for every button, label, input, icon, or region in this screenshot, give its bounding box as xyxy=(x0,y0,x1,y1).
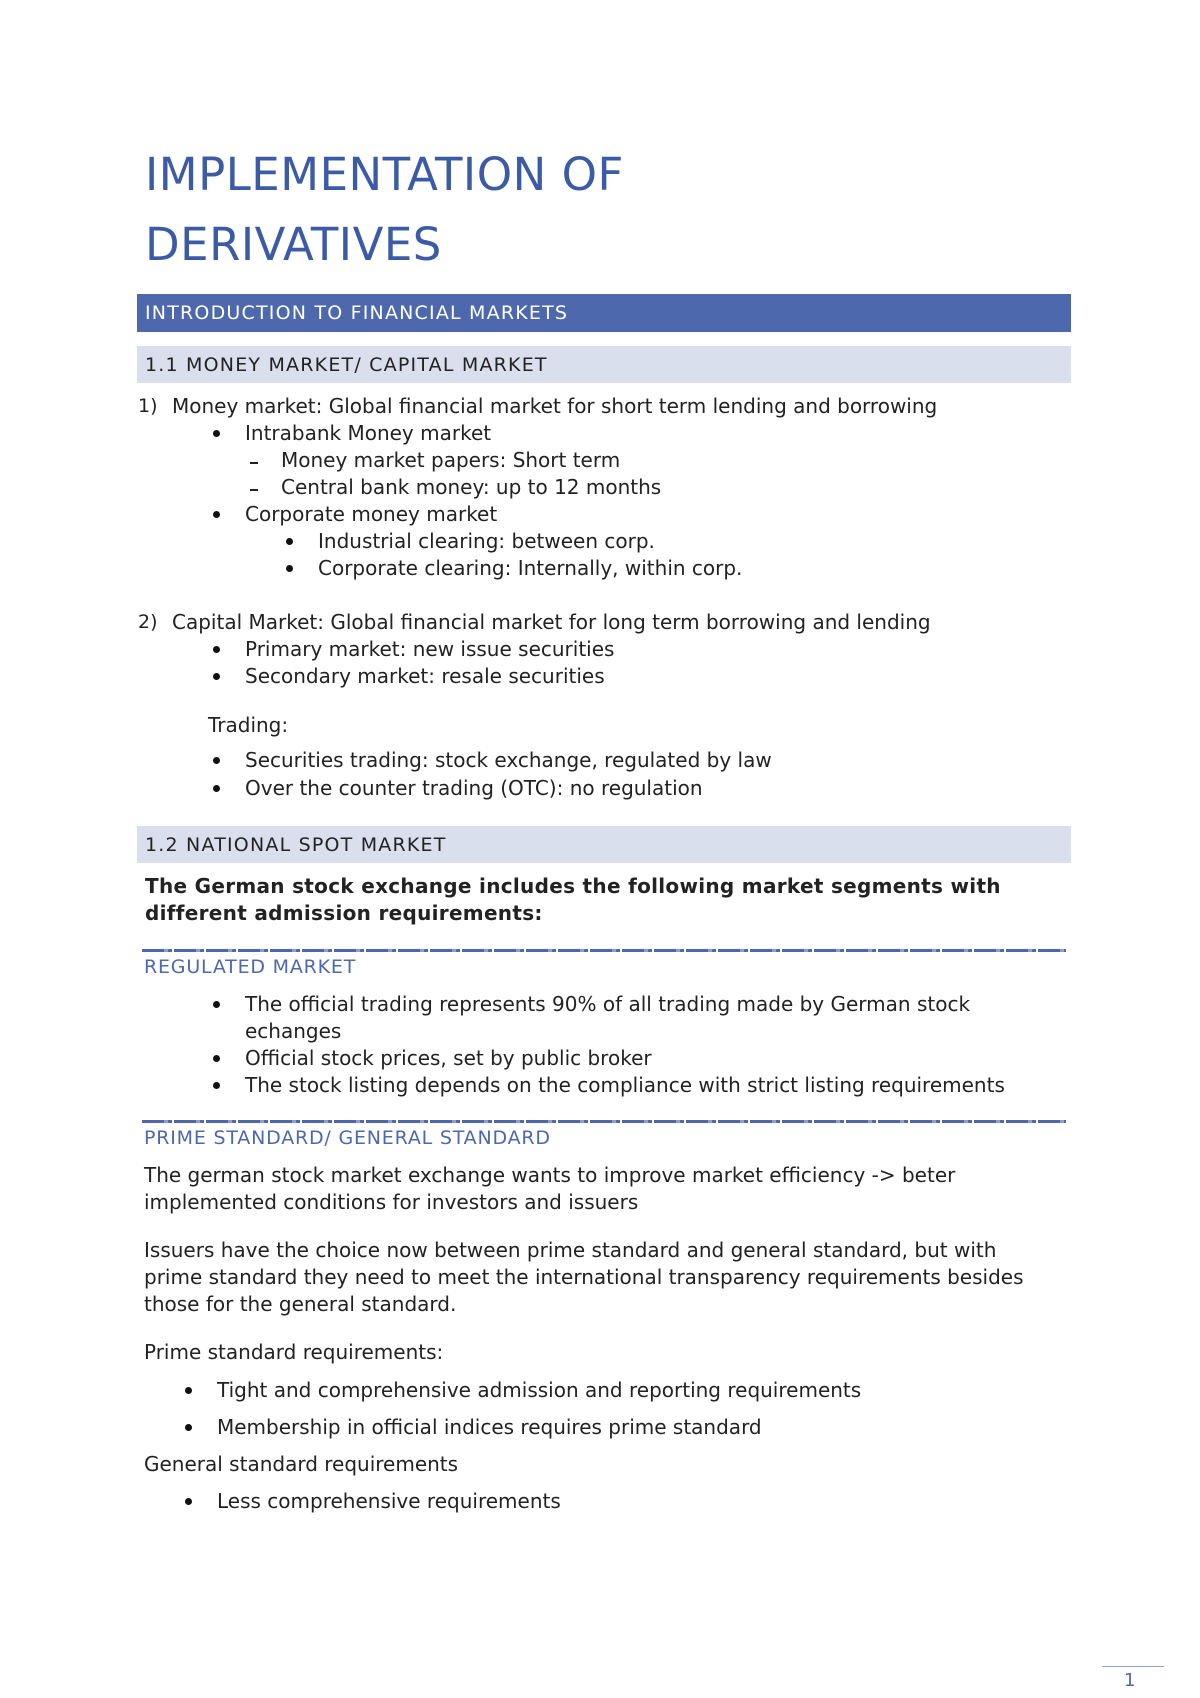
divider xyxy=(142,1120,1066,1123)
bullet-icon xyxy=(213,646,220,653)
bullet-icon xyxy=(213,1001,220,1008)
prime-paragraph-2-line-1: Issuers have the choice now between prime standard and general standard, but with xyxy=(144,1238,997,1262)
list-item-secondary-market: Secondary market: resale securities xyxy=(245,664,605,688)
list-item-central-bank-money: Central bank money: up to 12 months xyxy=(281,475,662,499)
general-requirements-label: General standard requirements xyxy=(144,1452,459,1476)
bullet-icon xyxy=(213,1082,220,1089)
title-line-2: DERIVATIVES xyxy=(145,218,442,271)
bullet-icon xyxy=(213,757,220,764)
bullet-icon xyxy=(213,673,220,680)
bullet-icon xyxy=(213,511,220,518)
bullet-icon xyxy=(286,565,293,572)
prime-requirement-2: Membership in official indices requires prime standard xyxy=(217,1415,762,1439)
title-line-1: IMPLEMENTATION OF xyxy=(145,148,624,201)
prime-requirements-label: Prime standard requirements: xyxy=(144,1340,444,1364)
list-item-capital-market: Capital Market: Global financial market for long term borrowing and lending xyxy=(172,610,931,634)
list-item-securities-trading: Securities trading: stock exchange, regulated by law xyxy=(245,748,772,772)
list-item-corporate-money-market: Corporate money market xyxy=(245,502,498,526)
bullet-icon xyxy=(185,1424,192,1431)
bullet-icon xyxy=(213,430,220,437)
list-item-money-market: Money market: Global financial market for short term lending and borrowing xyxy=(172,394,938,418)
list-item-corporate-clearing: Corporate clearing: Internally, within corp. xyxy=(318,556,743,580)
document-title xyxy=(145,140,1045,280)
regulated-bullet-1-line-1: The official trading represents 90% of all trading made by German stock xyxy=(245,992,971,1016)
intro-bold-line-1: The German stock exchange includes the following market segments with xyxy=(145,874,1001,898)
divider xyxy=(142,949,1066,952)
prime-paragraph-2-line-3: those for the general standard. xyxy=(144,1292,457,1316)
dash-icon xyxy=(250,489,258,491)
regulated-bullet-2: Official stock prices, set by public broker xyxy=(245,1046,652,1070)
footer-rule xyxy=(1102,1666,1164,1667)
section-heading: INTRODUCTION TO FINANCIAL MARKETS xyxy=(137,294,1071,332)
list-item-money-market-papers: Money market papers: Short term xyxy=(281,448,621,472)
list-item-intrabank: Intrabank Money market xyxy=(245,421,492,445)
prime-paragraph-1-line-2: implemented conditions for investors and issuers xyxy=(144,1190,639,1214)
bullet-icon xyxy=(213,1055,220,1062)
prime-standard-heading: PRIME STANDARD/ GENERAL STANDARD xyxy=(144,1127,551,1149)
list-item-primary-market: Primary market: new issue securities xyxy=(245,637,615,661)
subsection-heading-1-2: 1.2 NATIONAL SPOT MARKET xyxy=(137,826,1071,863)
list-number-1: 1) xyxy=(138,395,158,417)
bullet-icon xyxy=(185,1498,192,1505)
bullet-icon xyxy=(213,785,220,792)
dash-icon xyxy=(250,462,258,464)
subsection-heading-1-1: 1.1 MONEY MARKET/ CAPITAL MARKET xyxy=(137,346,1071,383)
bullet-icon xyxy=(286,538,293,545)
prime-paragraph-1-line-1: The german stock market exchange wants to improve market efficiency -> beter xyxy=(144,1163,956,1187)
prime-paragraph-2-line-2: prime standard they need to meet the international transparency requirements besides xyxy=(144,1265,1024,1289)
prime-requirement-1: Tight and comprehensive admission and reporting requirements xyxy=(217,1378,862,1402)
regulated-bullet-1-line-2: echanges xyxy=(245,1019,342,1043)
bullet-icon xyxy=(185,1387,192,1394)
list-number-2: 2) xyxy=(138,611,158,633)
trading-label: Trading: xyxy=(208,713,289,737)
list-item-otc-trading: Over the counter trading (OTC): no regulation xyxy=(245,776,703,800)
intro-bold-line-2: different admission requirements: xyxy=(145,901,543,925)
page-number: 1 xyxy=(1124,1670,1136,1691)
general-requirement-1: Less comprehensive requirements xyxy=(217,1489,561,1513)
list-item-industrial-clearing: Industrial clearing: between corp. xyxy=(318,529,655,553)
regulated-bullet-3: The stock listing depends on the compliance with strict listing requirements xyxy=(245,1073,1005,1097)
regulated-market-heading: REGULATED MARKET xyxy=(144,956,357,978)
